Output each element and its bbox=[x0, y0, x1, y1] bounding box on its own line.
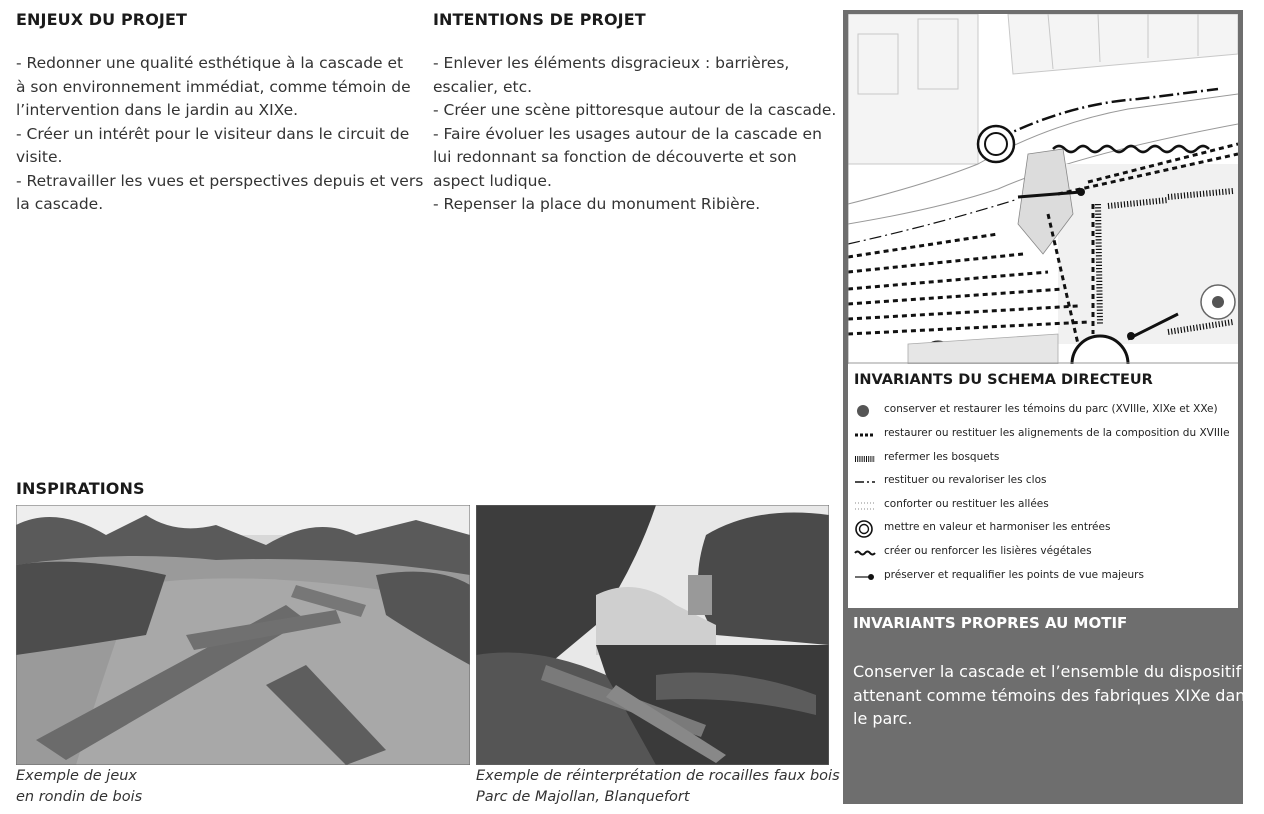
faux-bois-rockwork-photo bbox=[476, 505, 829, 765]
enjeux-line: - Redonner une qualité esthétique à la cascade et bbox=[16, 54, 404, 72]
dash-dot-line-icon bbox=[854, 473, 876, 491]
legend-label: conforter ou restituer les allées bbox=[884, 498, 1049, 510]
caption-line: Parc de Majollan, Blanquefort bbox=[476, 789, 690, 805]
site-plan-map bbox=[848, 14, 1238, 364]
caption-line: Exemple de jeux bbox=[16, 768, 138, 784]
dotted-line-icon bbox=[854, 426, 876, 444]
legend-item bbox=[854, 426, 1234, 444]
wavy-line-icon bbox=[854, 544, 876, 562]
intentions-line: lui redonnant sa fonction de découverte et son bbox=[433, 148, 797, 166]
motif-title: INVARIANTS PROPRES AU MOTIF bbox=[853, 614, 1128, 632]
intentions-line: - Faire évoluer les usages autour de la cascade en bbox=[433, 124, 822, 143]
intentions-line: - Repenser la place du monument Ribière. bbox=[433, 195, 761, 213]
motif-text bbox=[853, 660, 1254, 731]
photo1-caption bbox=[16, 766, 142, 808]
hatched-line-icon bbox=[854, 450, 876, 468]
intentions-line: - Enlever les éléments disgracieux : barrières, bbox=[433, 54, 790, 72]
intentions-text bbox=[433, 52, 836, 217]
legend-label: préserver et requalifier les points de vue majeurs bbox=[884, 569, 1144, 581]
legend-item bbox=[854, 402, 1234, 420]
intentions-title: INTENTIONS DE PROJET bbox=[433, 10, 646, 29]
log-playground-photo bbox=[16, 505, 470, 765]
motif-line: le parc. bbox=[853, 709, 913, 728]
enjeux-line: à son environnement immédiat, comme témoin de bbox=[16, 77, 411, 96]
legend-item bbox=[854, 544, 1234, 562]
enjeux-text bbox=[16, 52, 423, 217]
legend-label: créer ou renforcer les lisières végétales bbox=[884, 545, 1092, 557]
dot-icon bbox=[854, 402, 876, 420]
legend-item bbox=[854, 520, 1234, 538]
enjeux-title: ENJEUX DU PROJET bbox=[16, 10, 187, 29]
legend-box bbox=[848, 14, 1238, 608]
legend-label: restaurer ou restituer les alignements de la composition du XVIIIe bbox=[884, 427, 1230, 439]
intentions-line: aspect ludique. bbox=[433, 171, 552, 190]
motif-line: attenant comme témoins des fabriques XIXe dans bbox=[853, 685, 1254, 705]
legend-label: refermer les bosquets bbox=[884, 451, 1000, 463]
inspirations-title: INSPIRATIONS bbox=[16, 479, 145, 498]
caption-line: Exemple de réinterprétation de rocailles faux bois bbox=[476, 768, 840, 784]
legend-item bbox=[854, 473, 1234, 491]
arrow-dot-line-icon bbox=[854, 568, 876, 586]
fine-dotted-line-icon bbox=[854, 497, 876, 515]
motif-line: Conserver la cascade et l’ensemble du dispositif bbox=[853, 662, 1242, 681]
photo2-caption bbox=[476, 766, 840, 808]
double-circle-icon bbox=[854, 520, 876, 538]
legend-title: INVARIANTS DU SCHEMA DIRECTEUR bbox=[854, 372, 1153, 388]
intentions-line: escalier, etc. bbox=[433, 77, 533, 96]
legend-item bbox=[854, 450, 1234, 468]
legend-label: restituer ou revaloriser les clos bbox=[884, 474, 1047, 486]
legend-label: mettre en valeur et harmoniser les entrées bbox=[884, 521, 1111, 533]
legend-label: conserver et restaurer les témoins du parc (XVIIIe, XIXe et XXe) bbox=[884, 403, 1218, 415]
enjeux-line: l’intervention dans le jardin au XIXe. bbox=[16, 101, 299, 119]
enjeux-line: - Retravailler les vues et perspectives depuis et vers bbox=[16, 171, 424, 190]
legend-item bbox=[854, 497, 1234, 515]
enjeux-line: - Créer un intérêt pour le visiteur dans le circuit de bbox=[16, 124, 410, 143]
intentions-line: - Créer une scène pittoresque autour de la cascade. bbox=[433, 101, 837, 119]
legend-item bbox=[854, 568, 1234, 586]
enjeux-line: visite. bbox=[16, 148, 63, 166]
enjeux-line: la cascade. bbox=[16, 195, 104, 213]
caption-line: en rondin de bois bbox=[16, 789, 143, 805]
